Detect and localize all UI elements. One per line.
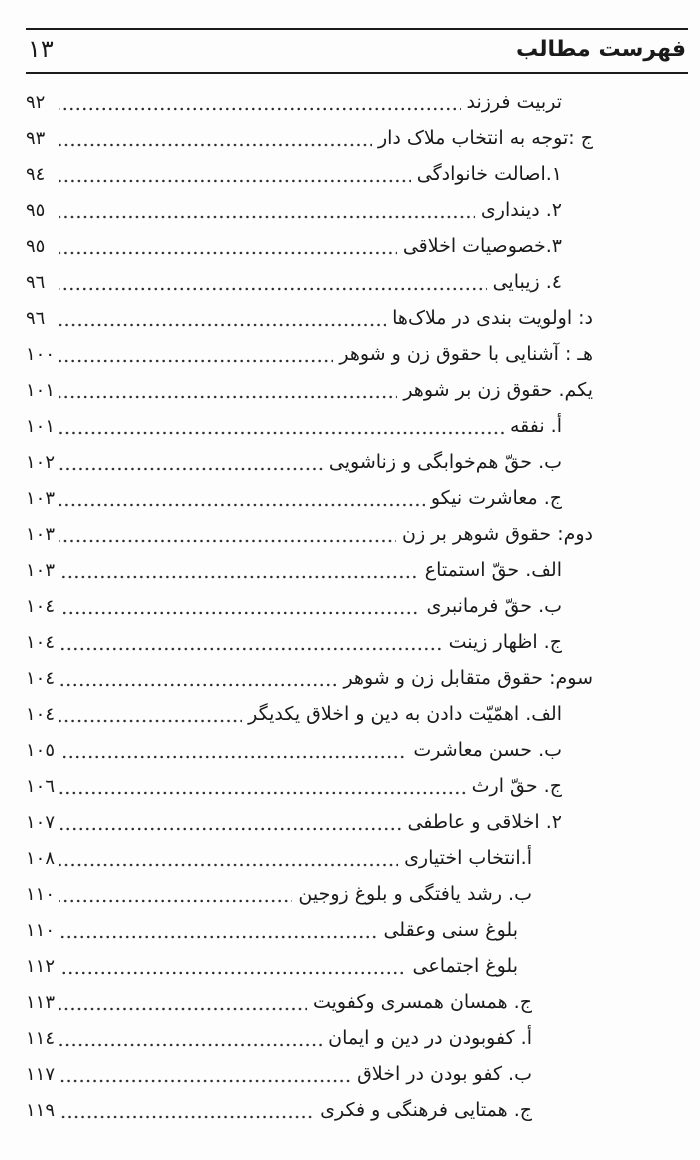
toc-entry-page: ١٠١ — [26, 379, 56, 401]
dot-leader — [59, 395, 397, 399]
toc-entry-title: ٢. اخلاقی و عاطفی — [407, 811, 562, 833]
dot-leader — [59, 539, 396, 543]
toc-entry-title: ب. حقّ فرمانبری — [426, 595, 562, 617]
dot-leader — [59, 179, 411, 183]
toc-entry — [26, 300, 688, 336]
dot-leader — [59, 971, 407, 975]
toc-entry — [26, 336, 688, 372]
toc-entry — [26, 228, 688, 264]
dot-leader — [59, 323, 386, 327]
toc-entry — [26, 1092, 688, 1128]
page-header — [26, 28, 688, 74]
toc-entry — [26, 552, 688, 588]
toc-entry-title: ٢. دینداری — [480, 199, 562, 221]
toc-entry — [26, 912, 688, 948]
dot-leader — [59, 683, 337, 687]
toc-entry — [26, 372, 688, 408]
toc-entry-title: یکم. حقوق زن بر شوهر — [403, 379, 593, 401]
toc-entry-title: ج :توجه به انتخاب ملاک دار — [377, 127, 593, 149]
toc-entry-page: ١٠٤ — [26, 703, 56, 725]
toc-entry-title: ب. رشد یافتگی و بلوغ زوجین — [298, 883, 532, 905]
dot-leader — [59, 899, 292, 903]
toc-entry-page: ١١٠ — [26, 919, 56, 941]
toc-list — [26, 84, 688, 1128]
toc-entry-page: ١٠٢ — [26, 451, 56, 473]
toc-entry-title: ب. حسن معاشرت — [413, 739, 562, 761]
dot-leader — [59, 215, 475, 219]
toc-entry — [26, 804, 688, 840]
dot-leader — [59, 791, 466, 795]
dot-leader — [59, 935, 377, 939]
toc-entry — [26, 84, 688, 120]
toc-entry-page: ١٠٤ — [26, 667, 56, 689]
toc-entry-page: ١٠٠ — [26, 343, 56, 365]
toc-entry-title: دوم: حقوق شوهر بر زن — [401, 523, 593, 545]
dot-leader — [59, 1007, 307, 1011]
toc-entry-page: ٩٥ — [26, 199, 46, 221]
toc-entry — [26, 660, 688, 696]
toc-entry-title: ب. کفو بودن در اخلاق — [357, 1063, 532, 1085]
toc-entry-title: ج. همسان همسری وکفویت — [312, 991, 532, 1013]
dot-leader — [59, 827, 401, 831]
toc-entry — [26, 840, 688, 876]
toc-entry-page: ٩٤ — [26, 163, 46, 185]
dot-leader — [59, 107, 461, 111]
toc-entry-title: ٤. زیبایی — [492, 271, 562, 293]
toc-entry-page: ١٠٧ — [26, 811, 56, 833]
toc-entry-page: ١٠٨ — [26, 847, 56, 869]
toc-entry — [26, 1020, 688, 1056]
dot-leader — [59, 143, 372, 147]
dot-leader — [59, 359, 333, 363]
dot-leader — [59, 1115, 314, 1119]
dot-leader — [59, 431, 504, 435]
toc-entry-page: ١٠٥ — [26, 739, 56, 761]
header-title: فهرست مطالب — [515, 36, 686, 62]
toc-entry-title: سوم: حقوق متقابل زن و شوهر — [343, 667, 593, 689]
toc-entry-page: ٩٦ — [26, 271, 46, 293]
toc-entry-page: ١١٢ — [26, 955, 56, 977]
toc-entry-title: ب. حقّ هم‌خوابگی و زناشویی — [328, 451, 562, 473]
dot-leader — [59, 503, 425, 507]
toc-entry-title: هـ : آشنایی با حقوق زن و شوهر — [339, 343, 593, 365]
toc-entry — [26, 948, 688, 984]
toc-entry-title: ج. حقّ ارث — [471, 775, 562, 797]
toc-entry-title: ج. همتایی فرهنگی و فکری — [320, 1099, 532, 1121]
toc-entry-page: ١٠٣ — [26, 523, 56, 545]
toc-entry — [26, 408, 688, 444]
toc-entry — [26, 480, 688, 516]
toc-entry-title: ج. اظهار زینت — [448, 631, 562, 653]
toc-entry-title: أ. کفوبودن در دین و ایمان — [328, 1027, 532, 1049]
toc-entry-title: الف. حقّ استمتاع — [424, 559, 562, 581]
toc-entry — [26, 624, 688, 660]
dot-leader — [59, 863, 398, 867]
dot-leader — [59, 719, 242, 723]
dot-leader — [59, 611, 420, 615]
toc-entry — [26, 192, 688, 228]
toc-entry — [26, 264, 688, 300]
toc-entry — [26, 732, 688, 768]
toc-entry-page: ٩٥ — [26, 235, 46, 257]
toc-entry-title: ١.اصالت خانوادگی — [416, 163, 562, 185]
page-number: ١٣ — [28, 35, 54, 63]
dot-leader — [59, 1043, 322, 1047]
toc-entry — [26, 696, 688, 732]
dot-leader — [59, 1079, 351, 1083]
toc-entry-page: ١١٧ — [26, 1063, 56, 1085]
toc-entry-page: ١١٤ — [26, 1027, 56, 1049]
toc-entry-page: ١٠٤ — [26, 595, 56, 617]
toc-entry-page: ١١٣ — [26, 991, 56, 1013]
toc-entry — [26, 120, 688, 156]
toc-entry-page: ٩٢ — [26, 91, 46, 113]
toc-entry-title: بلوغ سنی وعقلی — [383, 919, 518, 941]
toc-entry-page: ١٠٣ — [26, 487, 56, 509]
dot-leader — [59, 287, 487, 291]
toc-entry-page: ١٠٦ — [26, 775, 56, 797]
toc-entry-page: ١١٩ — [26, 1099, 56, 1121]
toc-entry — [26, 876, 688, 912]
toc-entry — [26, 768, 688, 804]
toc-entry-title: د: اولویت بندی در ملاک‌ها — [392, 307, 593, 329]
toc-entry-page: ١٠٤ — [26, 631, 56, 653]
toc-entry — [26, 516, 688, 552]
toc-entry-page: ١٠٣ — [26, 559, 56, 581]
toc-entry-title: بلوغ اجتماعی — [412, 955, 518, 977]
toc-entry-title: تربیت فرزند — [466, 91, 562, 113]
toc-entry — [26, 1056, 688, 1092]
dot-leader — [59, 467, 323, 471]
toc-entry — [26, 444, 688, 480]
toc-entry — [26, 588, 688, 624]
dot-leader — [59, 755, 407, 759]
toc-entry-page: ١٠١ — [26, 415, 56, 437]
dot-leader — [59, 647, 443, 651]
toc-entry — [26, 984, 688, 1020]
toc-entry-title: ج. معاشرت نیکو — [430, 487, 562, 509]
toc-entry-page: ٩٣ — [26, 127, 46, 149]
dot-leader — [59, 575, 419, 579]
toc-entry-title: الف. اهمّیّت دادن به دین و اخلاق یکدیگر — [248, 703, 562, 725]
dot-leader — [59, 251, 397, 255]
toc-entry-page: ٩٦ — [26, 307, 46, 329]
toc-entry-title: ٣.خصوصیات اخلاقی — [402, 235, 562, 257]
toc-entry — [26, 156, 688, 192]
toc-entry-title: أ.انتخاب اختیاری — [404, 847, 532, 869]
toc-entry-page: ١١٠ — [26, 883, 56, 905]
toc-entry-title: أ. نفقه — [509, 415, 562, 437]
